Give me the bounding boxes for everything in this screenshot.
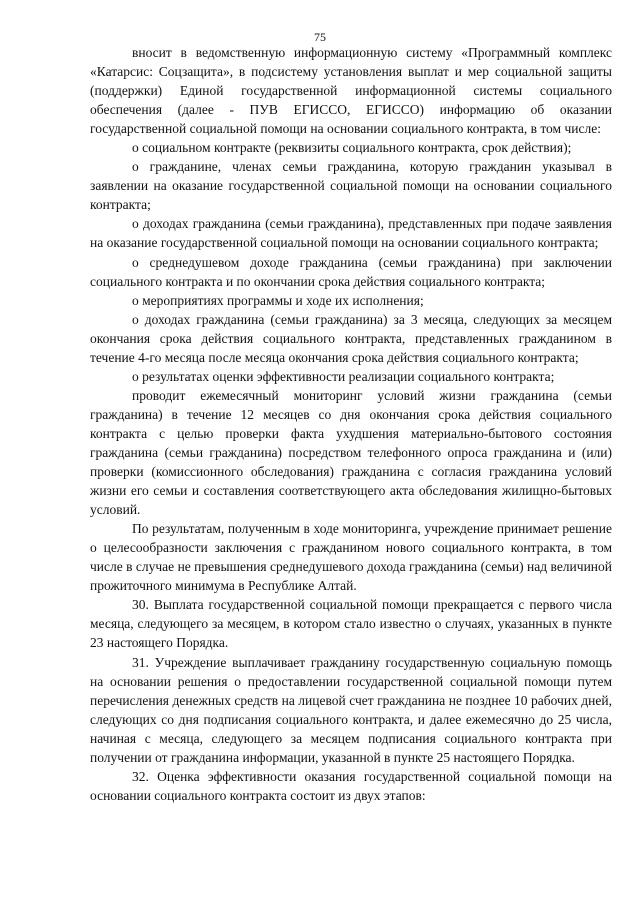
paragraph: о мероприятиях программы и ходе их исполнения;	[132, 292, 424, 308]
page-number: 75	[314, 30, 326, 44]
paragraph: о доходах гражданина (семьи гражданина), представленных при подаче заявления на оказание государственной социальной помощи на основании социального контракта;	[90, 216, 612, 251]
paragraph: 31. Учреждение выплачивает гражданину государственную социальную помощь на основании решения о предоставлении государственной социальной помощи путем перечисления денежных средств на лицевой счет гражданина не позднее 10 рабочих дней, следующих со дня подписания социального контракта, и далее ежемесячно до 25 числа, начиная с месяца, следующего за месяцем подписания социального контракта при получении от гражданина информации, указанной в пункте 25 настоящего Порядка.	[90, 654, 612, 765]
paragraph: о среднедушевом доходе гражданина (семьи гражданина) при заключении социального контракта и по окончании срока действия социального контракта;	[90, 254, 612, 289]
paragraph: о результатах оценки эффективности реализации социального контракта;	[132, 368, 555, 384]
paragraph: о доходах гражданина (семьи гражданина) за 3 месяца, следующих за месяцем окончания срока действия социального контракта, представленных гражданином в течение 4-го месяца после месяца окончания срока действия социального контракта;	[90, 311, 612, 365]
paragraph: 32. Оценка эффективности оказания государственной социальной помощи на основании социального контракта состоит из двух этапов:	[90, 768, 612, 803]
paragraph: 30. Выплата государственной социальной помощи прекращается с первого числа месяца, следующего за месяцем, в котором стало известно о случаях, указанных в пункте 23 настоящего Порядка.	[90, 597, 612, 651]
paragraph: о социальном контракте (реквизиты социального контракта, срок действия);	[132, 140, 572, 156]
paragraph: проводит ежемесячный мониторинг условий жизни гражданина (семьи гражданина) в течение 12 месяцев со дня окончания срока действия социального контракта с целью проверки факта ухудшения материально-бытового состояния гражданина (семьи гражданина) посредством телефонного опроса гражданина и (или) проверки (комиссионного обследования) гражданина с согласия гражданина условий жизни его семьи и составления соответствующего акта обследования жилищно-бытовых условий.	[90, 387, 612, 518]
paragraph: вносит в ведомственную информационную систему «Программный комплекс «Катарсис: Соцзащита», в подсистему установления выплат и мер социальной защиты (поддержки) Единой государственной информационной системы социального обеспечения (далее - ПУВ ЕГИССО, ЕГИССО) информацию об оказании государственной социальной помощи на основании социального контракта, в том числе:	[90, 45, 612, 137]
paragraph: По результатам, полученным в ходе мониторинга, учреждение принимает решение о целесообразности заключения с гражданином нового социального контракта, в том числе в случае не превышения среднедушевого дохода гражданина (семьи) над величиной прожиточного минимума в Республике Алтай.	[90, 521, 612, 594]
paragraph: о гражданине, членах семьи гражданина, которую гражданин указывал в заявлении на оказание государственной социальной помощи на основании социального контракта;	[90, 159, 612, 213]
document-body	[90, 43, 612, 805]
